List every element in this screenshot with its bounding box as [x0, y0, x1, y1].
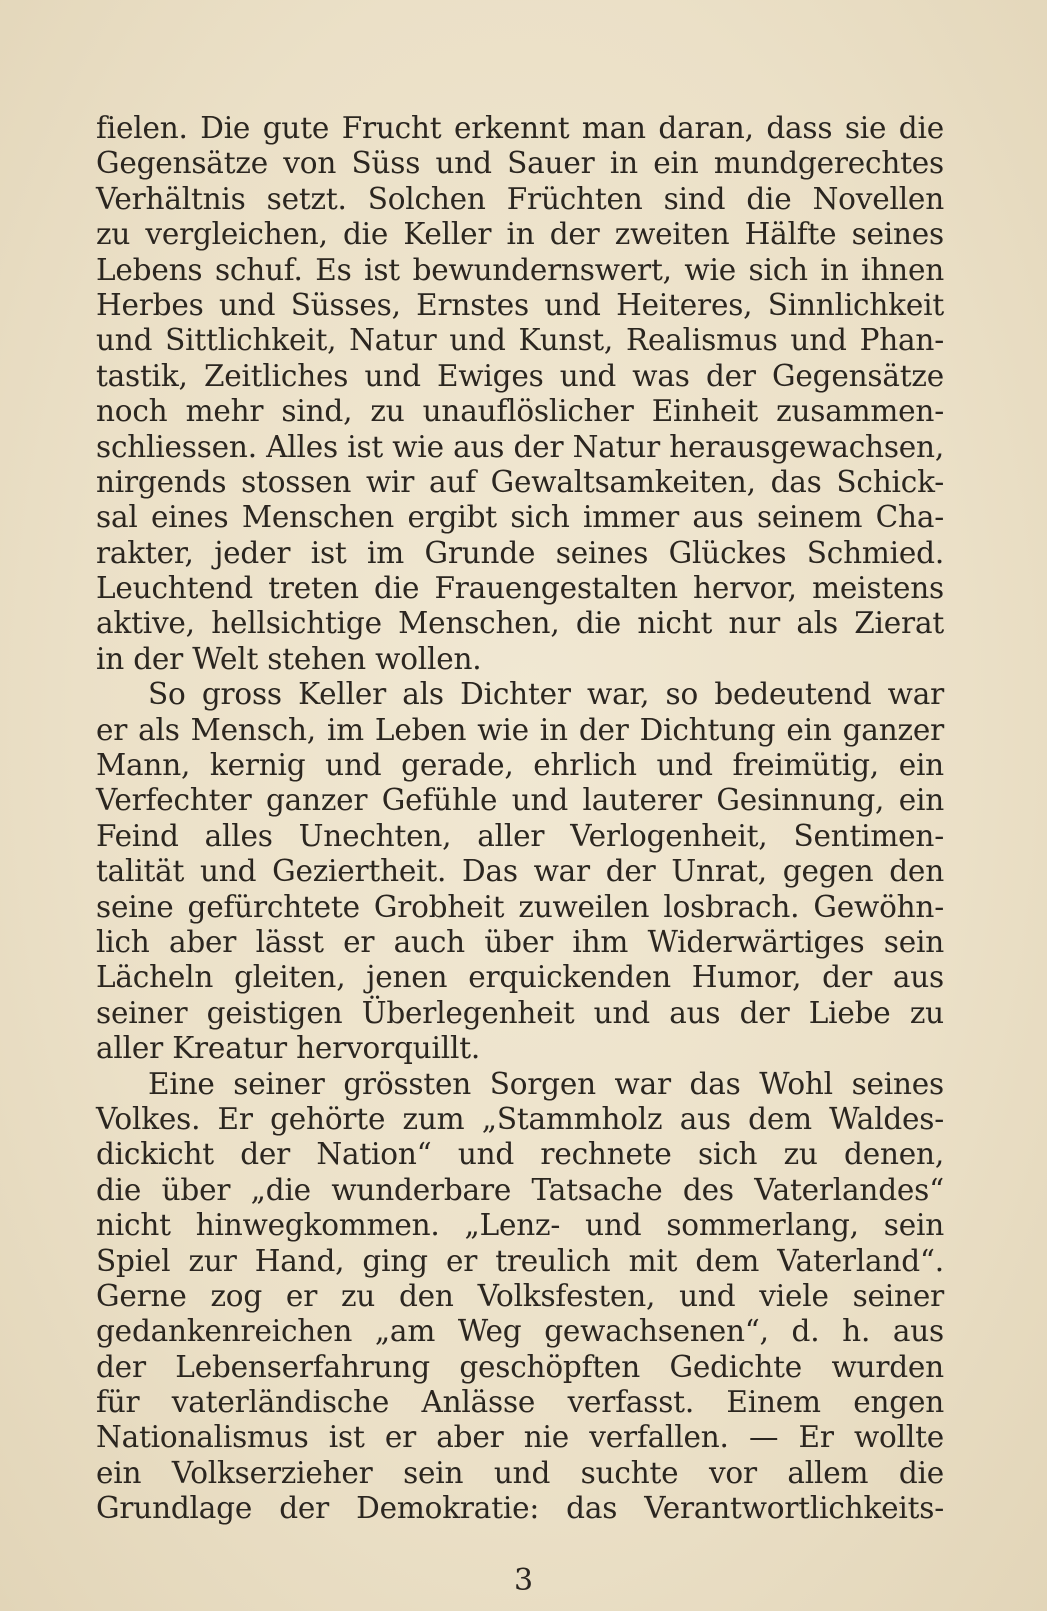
text-line: aktive, hellsichtige Menschen, die nicht nur als Zierat [96, 606, 944, 641]
text-line: zu vergleichen, die Keller in der zweiten Hälfte seines [96, 217, 944, 252]
text-line: dickicht der Nation“ und rechnete sich zu denen, [96, 1137, 944, 1172]
text-line: Nationalismus ist er aber nie verfallen. — Er wollte [96, 1420, 944, 1455]
text-line: Volkes. Er gehörte zum „Stammholz aus dem Waldes- [96, 1101, 944, 1136]
text-line: Gerne zog er zu den Volksfesten, und viele seiner [96, 1278, 944, 1313]
text-line: Feind alles Unechten, aller Verlogenheit, Sentimen- [96, 818, 944, 853]
text-line: Verhältnis setzt. Solchen Früchten sind die Novellen [96, 181, 944, 216]
text-line: seine gefürchtete Grobheit zuweilen losbrach. Gewöhn- [96, 889, 944, 924]
text-line: gedankenreichen „am Weg gewachsenen“, d. h. aus [96, 1314, 944, 1349]
body-text [96, 111, 944, 1527]
text-line: Herbes und Süsses, Ernstes und Heiteres, Sinnlichkeit [96, 287, 944, 322]
page-number: 3 [513, 1563, 534, 1598]
text-line: Eine seiner grössten Sorgen war das Wohl seines [148, 1066, 944, 1101]
text-line: der Lebenserfahrung geschöpften Gedichte wurden [96, 1349, 944, 1384]
text-line: Mann, kernig und gerade, ehrlich und freimütig, ein [96, 748, 944, 783]
text-line: in der Welt stehen wollen. [96, 641, 482, 676]
text-line: sal eines Menschen ergibt sich immer aus seinem Cha- [96, 500, 944, 535]
text-line: schliessen. Alles ist wie aus der Natur herausgewachsen, [96, 429, 944, 464]
text-line: Grundlage der Demokratie: das Verantwortlichkeits- [96, 1491, 944, 1526]
text-line: er als Mensch, im Leben wie in der Dichtung ein ganzer [96, 712, 944, 747]
text-line: und Sittlichkeit, Natur und Kunst, Realismus und Phan- [96, 323, 944, 358]
text-line: lich aber lässt er auch über ihm Widerwärtiges sein [96, 924, 944, 959]
text-line: tastik, Zeitliches und Ewiges und was der Gegensätze [96, 358, 944, 393]
text-line: für vaterländische Anlässe verfasst. Einem engen [96, 1385, 944, 1420]
text-line: rakter, jeder ist im Grunde seines Glückes Schmied. [96, 535, 944, 570]
text-line: seiner geistigen Überlegenheit und aus der Liebe zu [96, 995, 944, 1030]
text-line: Verfechter ganzer Gefühle und lauterer Gesinnung, ein [96, 783, 944, 818]
text-line: aller Kreatur hervorquillt. [96, 1031, 481, 1066]
text-line: Lebens schuf. Es ist bewundernswert, wie sich in ihnen [96, 252, 944, 287]
text-line: nirgends stossen wir auf Gewaltsamkeiten, das Schick- [96, 464, 944, 499]
text-line: nicht hinwegkommen. „Lenz- und sommerlang, sein [96, 1208, 944, 1243]
text-line: noch mehr sind, zu unauflöslicher Einheit zusammen- [96, 394, 944, 429]
text-line: ein Volkserzieher sein und suchte vor allem die [96, 1455, 944, 1490]
text-line: Spiel zur Hand, ging er treulich mit dem Vaterland“. [96, 1243, 944, 1278]
text-line: fielen. Die gute Frucht erkennt man daran, dass sie die [96, 111, 944, 145]
text-line: die über „die wunderbare Tatsache des Vaterlandes“ [96, 1172, 944, 1207]
text-line: Leuchtend treten die Frauengestalten hervor, meistens [96, 571, 944, 606]
text-line: So gross Keller als Dichter war, so bedeutend war [148, 677, 944, 712]
text-line: Gegensätze von Süss und Sauer in ein mundgerechtes [96, 146, 944, 181]
text-line: talität und Geziertheit. Das war der Unrat, gegen den [96, 854, 944, 889]
text-line: Lächeln gleiten, jenen erquickenden Humor, der aus [96, 960, 944, 995]
